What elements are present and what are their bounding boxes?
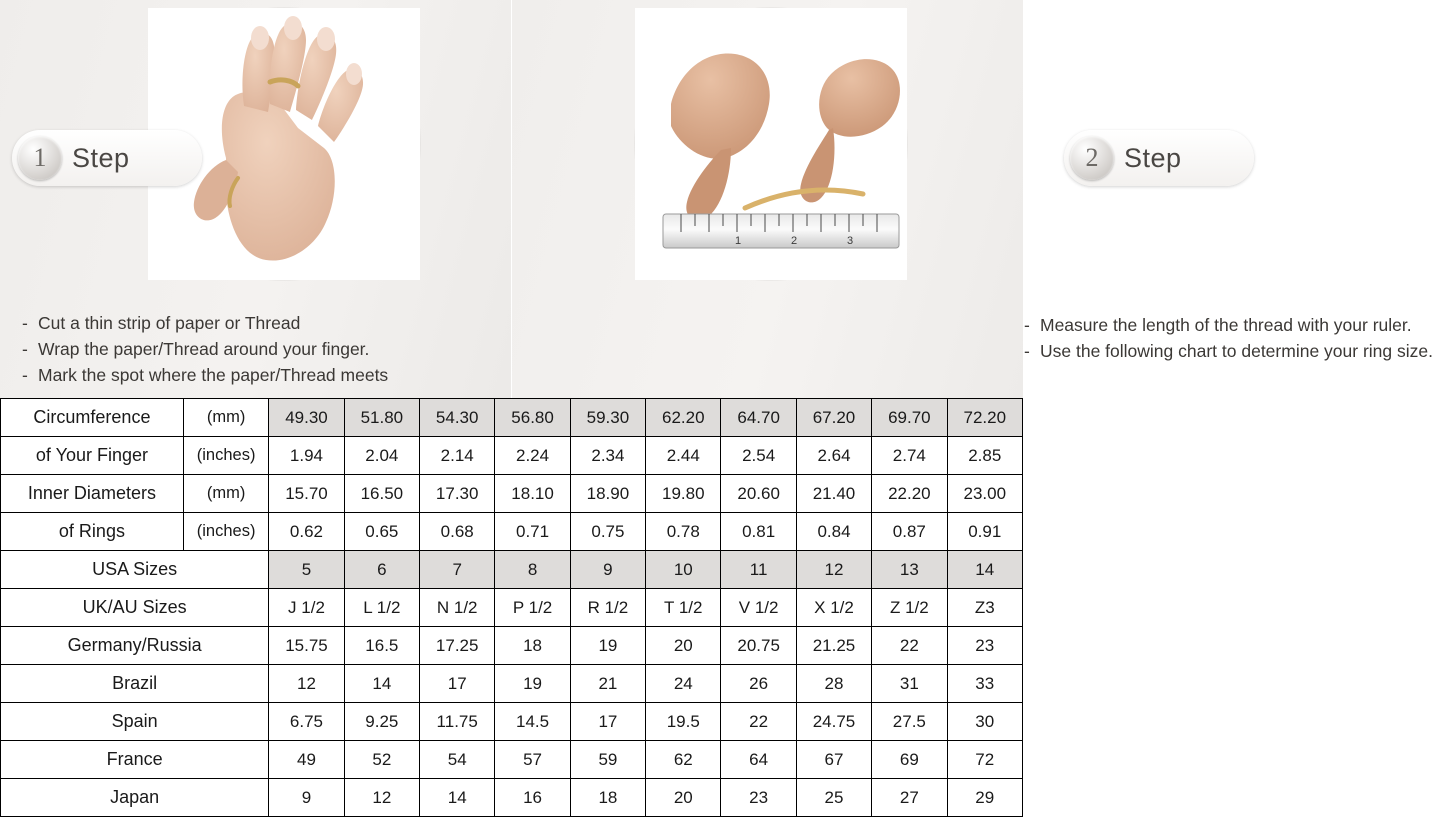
step-1-word: Step — [72, 142, 130, 173]
cell: 30 — [947, 703, 1022, 741]
cell: 11 — [721, 551, 796, 589]
cell: 16.5 — [344, 627, 419, 665]
cell: 19.5 — [646, 703, 721, 741]
cell: 56.80 — [495, 399, 570, 437]
instruction-line — [22, 336, 388, 362]
table-row — [1, 437, 1023, 475]
instruction-text: Wrap the paper/Thread around your finger. — [38, 339, 370, 359]
cell: 18 — [570, 779, 645, 817]
cell: 59.30 — [570, 399, 645, 437]
cell: J 1/2 — [269, 589, 344, 627]
cell: 15.70 — [269, 475, 344, 513]
cell: 18.90 — [570, 475, 645, 513]
cell: 64.70 — [721, 399, 796, 437]
cell: V 1/2 — [721, 589, 796, 627]
cell: T 1/2 — [646, 589, 721, 627]
cell: 9 — [269, 779, 344, 817]
cell: 19 — [495, 665, 570, 703]
cell: 67.20 — [796, 399, 871, 437]
cell: 72.20 — [947, 399, 1022, 437]
cell: 0.62 — [269, 513, 344, 551]
cell: 12 — [344, 779, 419, 817]
cell: 9.25 — [344, 703, 419, 741]
cell: 0.91 — [947, 513, 1022, 551]
cell: 26 — [721, 665, 796, 703]
row-label: Spain — [1, 703, 269, 741]
cell: 62.20 — [646, 399, 721, 437]
cell: 49.30 — [269, 399, 344, 437]
step-2-panel — [511, 0, 1433, 398]
instruction-text: Mark the spot where the paper/Thread meets — [38, 365, 389, 385]
cell: 2.54 — [721, 437, 796, 475]
cell: 2.74 — [872, 437, 947, 475]
cell: 21.25 — [796, 627, 871, 665]
instruction-line — [22, 362, 388, 388]
cell: 54.30 — [420, 399, 495, 437]
row-label: Inner Diameters — [1, 475, 184, 513]
step-2-word: Step — [1124, 142, 1182, 173]
cell: 23.00 — [947, 475, 1022, 513]
cell: 25 — [796, 779, 871, 817]
cell: N 1/2 — [420, 589, 495, 627]
cell: 0.71 — [495, 513, 570, 551]
cell: 49 — [269, 741, 344, 779]
cell: 31 — [872, 665, 947, 703]
cell: 16.50 — [344, 475, 419, 513]
step-1-instructions — [22, 310, 388, 388]
row-label: Japan — [1, 779, 269, 817]
svg-text:3: 3 — [847, 235, 854, 247]
cell: 0.68 — [420, 513, 495, 551]
cell: 0.78 — [646, 513, 721, 551]
cell: 15.75 — [269, 627, 344, 665]
cell: 2.44 — [646, 437, 721, 475]
cell: 2.64 — [796, 437, 871, 475]
table-row — [1, 551, 1023, 589]
cell: 17 — [570, 703, 645, 741]
cell: 0.81 — [721, 513, 796, 551]
table-row — [1, 589, 1023, 627]
step-1-badge — [12, 130, 202, 186]
instruction-line — [1024, 312, 1433, 338]
cell: 69.70 — [872, 399, 947, 437]
cell: 24 — [646, 665, 721, 703]
cell: 6.75 — [269, 703, 344, 741]
cell: 21.40 — [796, 475, 871, 513]
cell: 29 — [947, 779, 1022, 817]
step-2-badge — [1064, 130, 1254, 186]
step-2-instructions — [1024, 312, 1433, 364]
cell: 17.30 — [420, 475, 495, 513]
table-row — [1, 399, 1023, 437]
table-row — [1, 513, 1023, 551]
cell: Z 1/2 — [872, 589, 947, 627]
instruction-text: Measure the length of the thread with your ruler. — [1040, 315, 1412, 335]
step-1-number: 1 — [18, 136, 62, 180]
cell: 7 — [420, 551, 495, 589]
cell: 12 — [796, 551, 871, 589]
cell: 22 — [721, 703, 796, 741]
cell: 0.65 — [344, 513, 419, 551]
ruler-illustration — [635, 8, 907, 280]
cell: X 1/2 — [796, 589, 871, 627]
cell: 1.94 — [269, 437, 344, 475]
cell: 19 — [570, 627, 645, 665]
step-1-panel — [0, 0, 511, 398]
cell: 2.24 — [495, 437, 570, 475]
cell: 51.80 — [344, 399, 419, 437]
cell: 20 — [646, 627, 721, 665]
cell: 23 — [721, 779, 796, 817]
cell: 22.20 — [872, 475, 947, 513]
cell: 20 — [646, 779, 721, 817]
cell: 11.75 — [420, 703, 495, 741]
cell: 57 — [495, 741, 570, 779]
cell: 62 — [646, 741, 721, 779]
row-label: Germany/Russia — [1, 627, 269, 665]
cell: 21 — [570, 665, 645, 703]
cell: 67 — [796, 741, 871, 779]
dash-marker: - — [22, 365, 28, 385]
cell: 5 — [269, 551, 344, 589]
cell: 14 — [344, 665, 419, 703]
cell: 14 — [420, 779, 495, 817]
cell: 20.75 — [721, 627, 796, 665]
table-row — [1, 665, 1023, 703]
instruction-text: Use the following chart to determine your ring size. — [1040, 341, 1433, 361]
row-label: USA Sizes — [1, 551, 269, 589]
cell: 0.87 — [872, 513, 947, 551]
instruction-line — [1024, 338, 1433, 364]
cell: 16 — [495, 779, 570, 817]
dash-marker: - — [1024, 315, 1030, 335]
cell: 13 — [872, 551, 947, 589]
cell: 28 — [796, 665, 871, 703]
row-label: of Rings — [1, 513, 184, 551]
cell: 72 — [947, 741, 1022, 779]
cell: 2.04 — [344, 437, 419, 475]
ring-size-table — [0, 398, 1023, 817]
cell: 18 — [495, 627, 570, 665]
instruction-text: Cut a thin strip of paper or Thread — [38, 313, 301, 333]
row-label: UK/AU Sizes — [1, 589, 269, 627]
svg-text:1: 1 — [735, 235, 742, 247]
cell: 27 — [872, 779, 947, 817]
cell: 12 — [269, 665, 344, 703]
cell: 8 — [495, 551, 570, 589]
cell: 0.84 — [796, 513, 871, 551]
table-row — [1, 703, 1023, 741]
cell: Z3 — [947, 589, 1022, 627]
cell: R 1/2 — [570, 589, 645, 627]
dash-marker: - — [22, 339, 28, 359]
cell: 2.85 — [947, 437, 1022, 475]
cell: 22 — [872, 627, 947, 665]
row-unit: (mm) — [183, 475, 268, 513]
cell: 10 — [646, 551, 721, 589]
cell: 33 — [947, 665, 1022, 703]
table-row — [1, 741, 1023, 779]
cell: 2.14 — [420, 437, 495, 475]
steps-section — [0, 0, 1433, 398]
cell: 20.60 — [721, 475, 796, 513]
cell: 23 — [947, 627, 1022, 665]
cell: 9 — [570, 551, 645, 589]
row-unit: (inches) — [183, 437, 268, 475]
step-2-number: 2 — [1070, 136, 1114, 180]
thread-and-ruler-photo — [635, 8, 907, 280]
dash-marker: - — [1024, 341, 1030, 361]
cell: 17 — [420, 665, 495, 703]
cell: 59 — [570, 741, 645, 779]
row-label: Brazil — [1, 665, 269, 703]
cell: 18.10 — [495, 475, 570, 513]
row-unit: (mm) — [183, 399, 268, 437]
cell: 0.75 — [570, 513, 645, 551]
cell: 14.5 — [495, 703, 570, 741]
row-unit: (inches) — [183, 513, 268, 551]
dash-marker: - — [22, 313, 28, 333]
cell: P 1/2 — [495, 589, 570, 627]
cell: 24.75 — [796, 703, 871, 741]
svg-text:2: 2 — [791, 235, 798, 247]
table-row — [1, 475, 1023, 513]
table-row — [1, 627, 1023, 665]
cell: 52 — [344, 741, 419, 779]
cell: 54 — [420, 741, 495, 779]
cell: 64 — [721, 741, 796, 779]
row-label: France — [1, 741, 269, 779]
cell: L 1/2 — [344, 589, 419, 627]
cell: 27.5 — [872, 703, 947, 741]
row-label: Circumference — [1, 399, 184, 437]
cell: 17.25 — [420, 627, 495, 665]
cell: 14 — [947, 551, 1022, 589]
instruction-line — [22, 310, 388, 336]
table-row — [1, 779, 1023, 817]
cell: 2.34 — [570, 437, 645, 475]
cell: 6 — [344, 551, 419, 589]
cell: 69 — [872, 741, 947, 779]
row-label: of Your Finger — [1, 437, 184, 475]
cell: 19.80 — [646, 475, 721, 513]
